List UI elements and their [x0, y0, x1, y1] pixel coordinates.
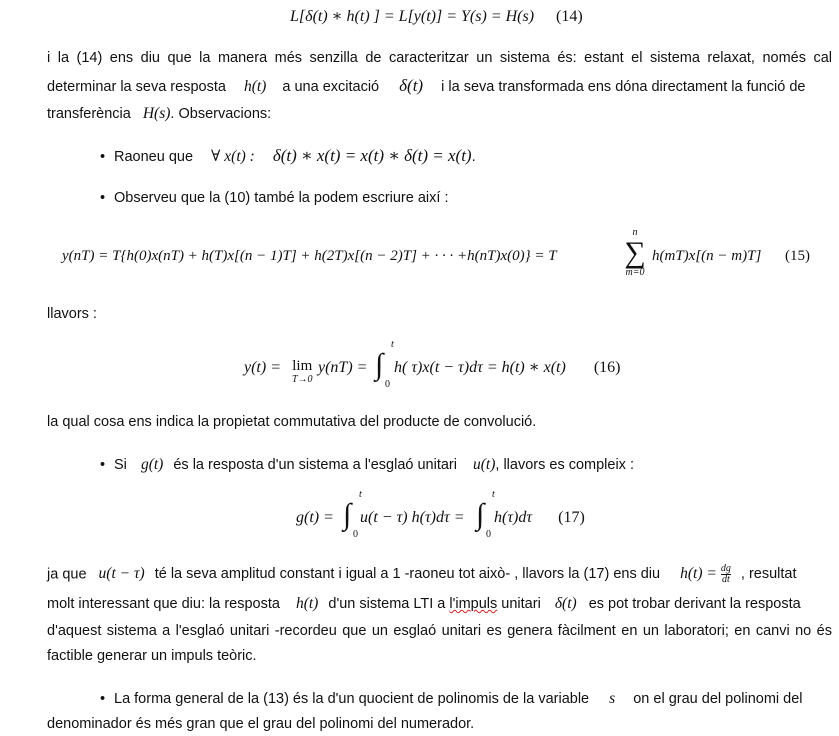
integral-upper-limit: t — [492, 489, 495, 500]
text-span: , resultat — [740, 566, 797, 583]
fraction-numerator: dg — [720, 563, 731, 574]
summation-symbol — [620, 228, 650, 278]
equation-14 — [290, 6, 583, 28]
text-span: . Observacions: — [170, 106, 272, 122]
text-span: , llavors es compleix : — [495, 457, 634, 473]
text-span: i la seva transformada ens dóna directament la funció de — [441, 79, 806, 95]
equation-16-mid: y(nT) = — [318, 359, 368, 376]
equation-16-term: h( τ)x(t − τ)dτ = h(t) ∗ x(t) — [394, 359, 566, 376]
math-u-t: u(t) — [473, 456, 496, 473]
math-h-t-eq: h(t) = — [680, 565, 717, 583]
equation-16-number: (16) — [593, 359, 621, 376]
math-s: s — [609, 690, 616, 707]
paragraph-1-line-3 — [47, 104, 271, 124]
sum-lower-limit: m=0 — [625, 267, 645, 278]
equation-16-rhs — [394, 357, 620, 379]
equation-15-number: (15) — [785, 248, 811, 264]
integral-upper-limit: t — [391, 339, 394, 350]
equation-14-number: (14) — [556, 8, 583, 25]
bullet-item-1 — [100, 146, 476, 167]
bullet-item-4 — [100, 689, 832, 709]
math-delta-identity: δ(t) ∗ x(t) = x(t) ∗ δ(t) = x(t) — [272, 146, 472, 165]
text-span: és la resposta d'un sistema a l'esglaó unitari — [173, 457, 457, 473]
sum-upper-limit: n — [632, 227, 638, 238]
equation-15-rhs — [652, 245, 810, 267]
text-span: es pot trobar derivant la resposta — [588, 596, 801, 612]
spellcheck-word: l'impuls — [449, 596, 498, 612]
math-h-t: h(t) — [243, 78, 267, 95]
text-span: . — [471, 149, 476, 165]
sigma-icon: ∑ — [624, 236, 646, 269]
paragraph-4-line-3: d'aquest sistema a l'esglaó unitari -recordeu que un esglaó unitari es genera fàcilment en un laboratori; en canvi no és — [47, 623, 832, 639]
text-span: Observeu que la (10) també la podem escriure així : — [114, 190, 449, 206]
bullet-icon: • — [100, 149, 106, 165]
equation-17-mid: u(t − τ) h(τ)dτ = — [360, 509, 465, 526]
text-span: a una excitació — [282, 79, 380, 95]
limit-operator — [292, 357, 313, 385]
equation-17-lhs: g(t) = — [296, 509, 334, 526]
bullet-item-4-continuation: denominador és més gran que el grau del polinomi del numerador. — [47, 716, 475, 732]
equation-17-term: h(τ)dτ — [494, 509, 533, 526]
paragraph-4-line-4: factible generar un impuls teòric. — [47, 648, 257, 664]
text-span: d'un sistema LTI a — [328, 596, 446, 612]
paragraph-2: llavors : — [47, 306, 97, 322]
math-H-s: H(s) — [142, 105, 171, 122]
bullet-icon: • — [100, 190, 106, 206]
text-span: on el grau del polinomi del — [633, 691, 803, 707]
math-forall: ∀ x(t) : — [211, 148, 255, 165]
equation-17-number: (17) — [558, 509, 585, 526]
paragraph-4-line-1 — [47, 564, 832, 585]
integral-icon: ∫ — [476, 498, 485, 531]
equation-15-term: h(mT)x[(n − m)T] — [652, 248, 762, 264]
bullet-icon: • — [100, 691, 106, 707]
paragraph-3: la qual cosa ens indica la propietat commutativa del producte de convolució. — [47, 414, 537, 430]
text-span: molt interessant que diu: la resposta — [47, 596, 280, 612]
equation-15 — [62, 245, 557, 267]
integral-icon: ∫ — [375, 348, 384, 381]
text-span: La forma general de la (13) és la d'un quocient de polinomis de la variable — [114, 691, 590, 707]
equation-16-lhs: y(t) = — [244, 359, 281, 376]
math-delta-t: δ(t) — [399, 76, 424, 95]
equation-17-rhs — [494, 507, 585, 529]
equation-15-lhs: y(nT) = T{h(0)x(nT) + h(T)x[(n − 1)T] + h(2T)x[(n − 2)T] + · · · +h(nT)x(0)} = T — [62, 248, 557, 264]
bullet-icon: • — [100, 457, 106, 473]
integral-upper-limit: t — [359, 489, 362, 500]
math-g-t: g(t) — [140, 456, 164, 473]
text-span: determinar la seva resposta — [47, 79, 226, 95]
fraction-denominator: dt — [721, 574, 730, 585]
integral-lower-limit: 0 — [353, 529, 358, 540]
integral-icon: ∫ — [343, 498, 352, 531]
math-h-t: h(t) — [295, 595, 319, 612]
lim-subscript: T→0 — [292, 374, 313, 385]
text-span: ja que — [47, 566, 87, 583]
paragraph-1-line-1: i la (14) ens diu que la manera més senzilla de caracteritzar un sistema és: estant el sistema relaxat, només cal — [47, 50, 832, 66]
integral-lower-limit: 0 — [385, 379, 390, 390]
math-u-t-tau: u(t − τ) — [98, 565, 145, 583]
bullet-item-2 — [100, 188, 448, 208]
text-span: transferència — [47, 106, 131, 122]
paragraph-1-line-2 — [47, 76, 832, 97]
text-span: unitari — [501, 596, 541, 612]
bullet-item-3 — [100, 455, 634, 475]
lim-text: lim — [292, 358, 313, 374]
text-span: Raoneu que — [114, 149, 194, 165]
text-span: té la seva amplitud constant i igual a 1 -raoneu tot això- , llavors la (17) ens diu — [154, 566, 661, 583]
text-span: Si — [114, 457, 127, 473]
fraction-dg-dt — [721, 564, 731, 585]
paragraph-4-line-2 — [47, 594, 832, 614]
equation-14-body: L[δ(t) ∗ h(t) ] = L[y(t)] = Y(s) = H(s) — [290, 8, 535, 25]
integral-lower-limit: 0 — [486, 529, 491, 540]
math-delta-t: δ(t) — [554, 595, 577, 612]
